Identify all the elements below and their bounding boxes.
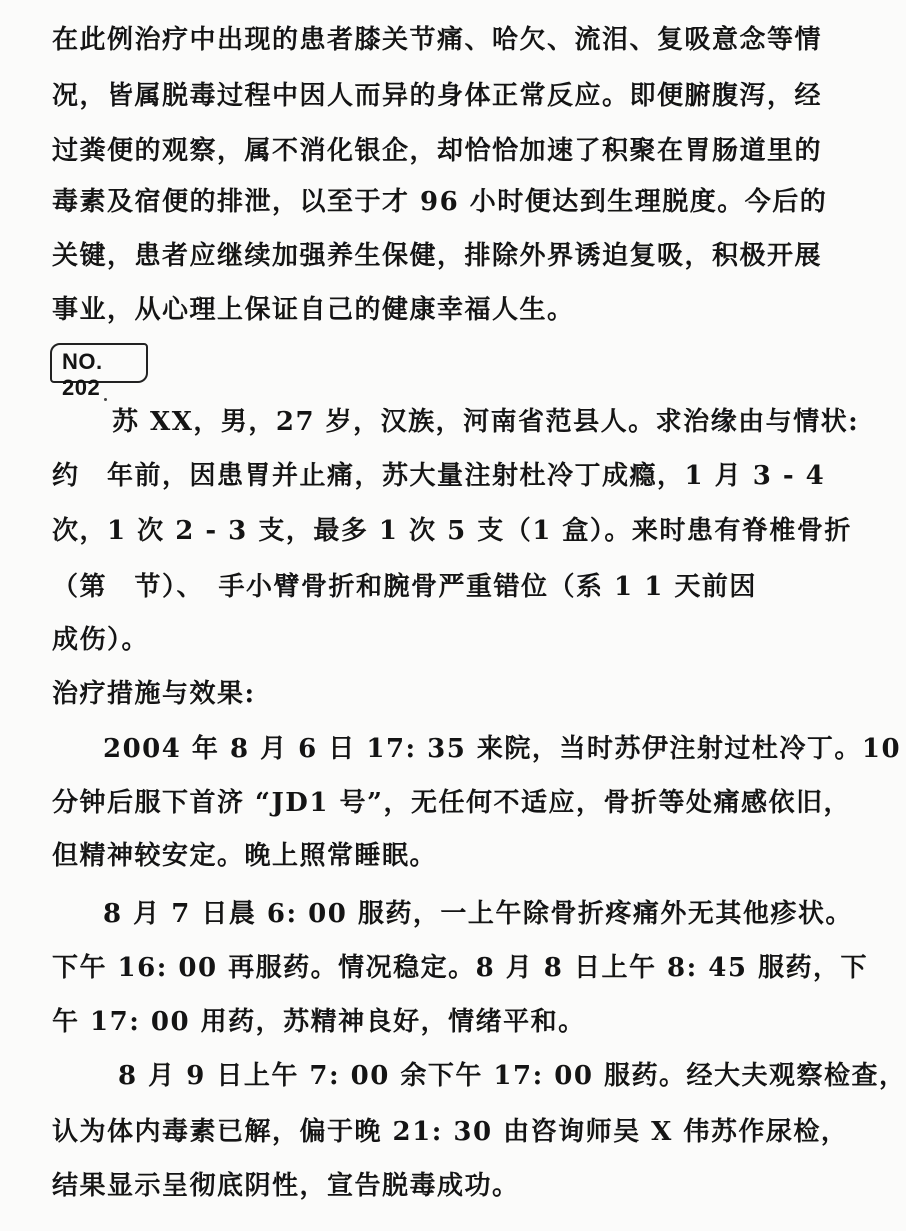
text-line: 况，皆属脱毒过程中因人而异的身体正常反应。即便腑腹泻，经 [52,81,823,111]
text-line: 苏 XX，男，27 岁，汉族，河南省范县人。求治缘由与情状: [112,407,860,437]
text-line: 午 17: 00 用药，苏精神良好，情绪平和。 [52,1007,586,1037]
text-line: （第 节）、 手小臂骨折和腕骨严重错位（系 1 1 天前因 [52,572,757,602]
text-line: 约 年前，因患胃并止痛，苏大量注射杜冷丁成瘾，1 月 3 - 4 [52,461,826,491]
text-line: 分钟后服下首济 “JD1 号”，无任何不适应，骨折等处痛感依旧， [52,788,851,818]
text-line: 毒素及宿便的排泄，以至于才 96 小时便达到生理脱度。今后的 [52,187,828,217]
text-line: 但精神较安定。晚上照常睡眠。 [52,841,438,871]
text-line: 事业，从心理上保证自己的健康幸福人生。 [52,295,575,325]
scan-speck [104,398,107,401]
text-line: 8 月 7 日晨 6: 00 服药，一上午除骨折疼痛外无其他疹状。 [103,899,853,929]
text-line: 在此例治疗中出现的患者膝关节痛、哈欠、流泪、复吸意念等情 [52,25,823,55]
text-line: 关键，患者应继续加强养生保健，排除外界诱迫复吸，积极开展 [52,241,823,271]
case-number-label [50,343,148,400]
text-line: 2004 年 8 月 6 日 17: 35 来院，当时苏伊注射过杜冷丁。10 [103,734,902,764]
text-line: 次，1 次 2 - 3 支，最多 1 次 5 支（1 盒）。来时患有脊椎骨折 [52,516,852,546]
text-line: 成伤）。 [52,625,150,655]
text-line: 认为体内毒素已解，偏于晚 21: 30 由咨询师吴 X 伟苏作尿检， [52,1117,849,1147]
text-line: 下午 16: 00 再服药。情况稳定。8 月 8 日上午 8: 45 服药，下 [52,953,868,983]
text-line: 8 月 9 日上午 7: 00 余下午 17: 00 服药。经大夫观察检查， [118,1061,906,1091]
text-line: 过粪便的观察，属不消化银企，却恰恰加速了积聚在胃肠道里的 [52,136,823,166]
text-line: 结果显示呈彻底阴性，宣告脱毒成功。 [52,1171,520,1201]
case-number-text: NO. 202 [62,349,103,400]
section-heading: 治疗措施与效果: [52,679,256,709]
